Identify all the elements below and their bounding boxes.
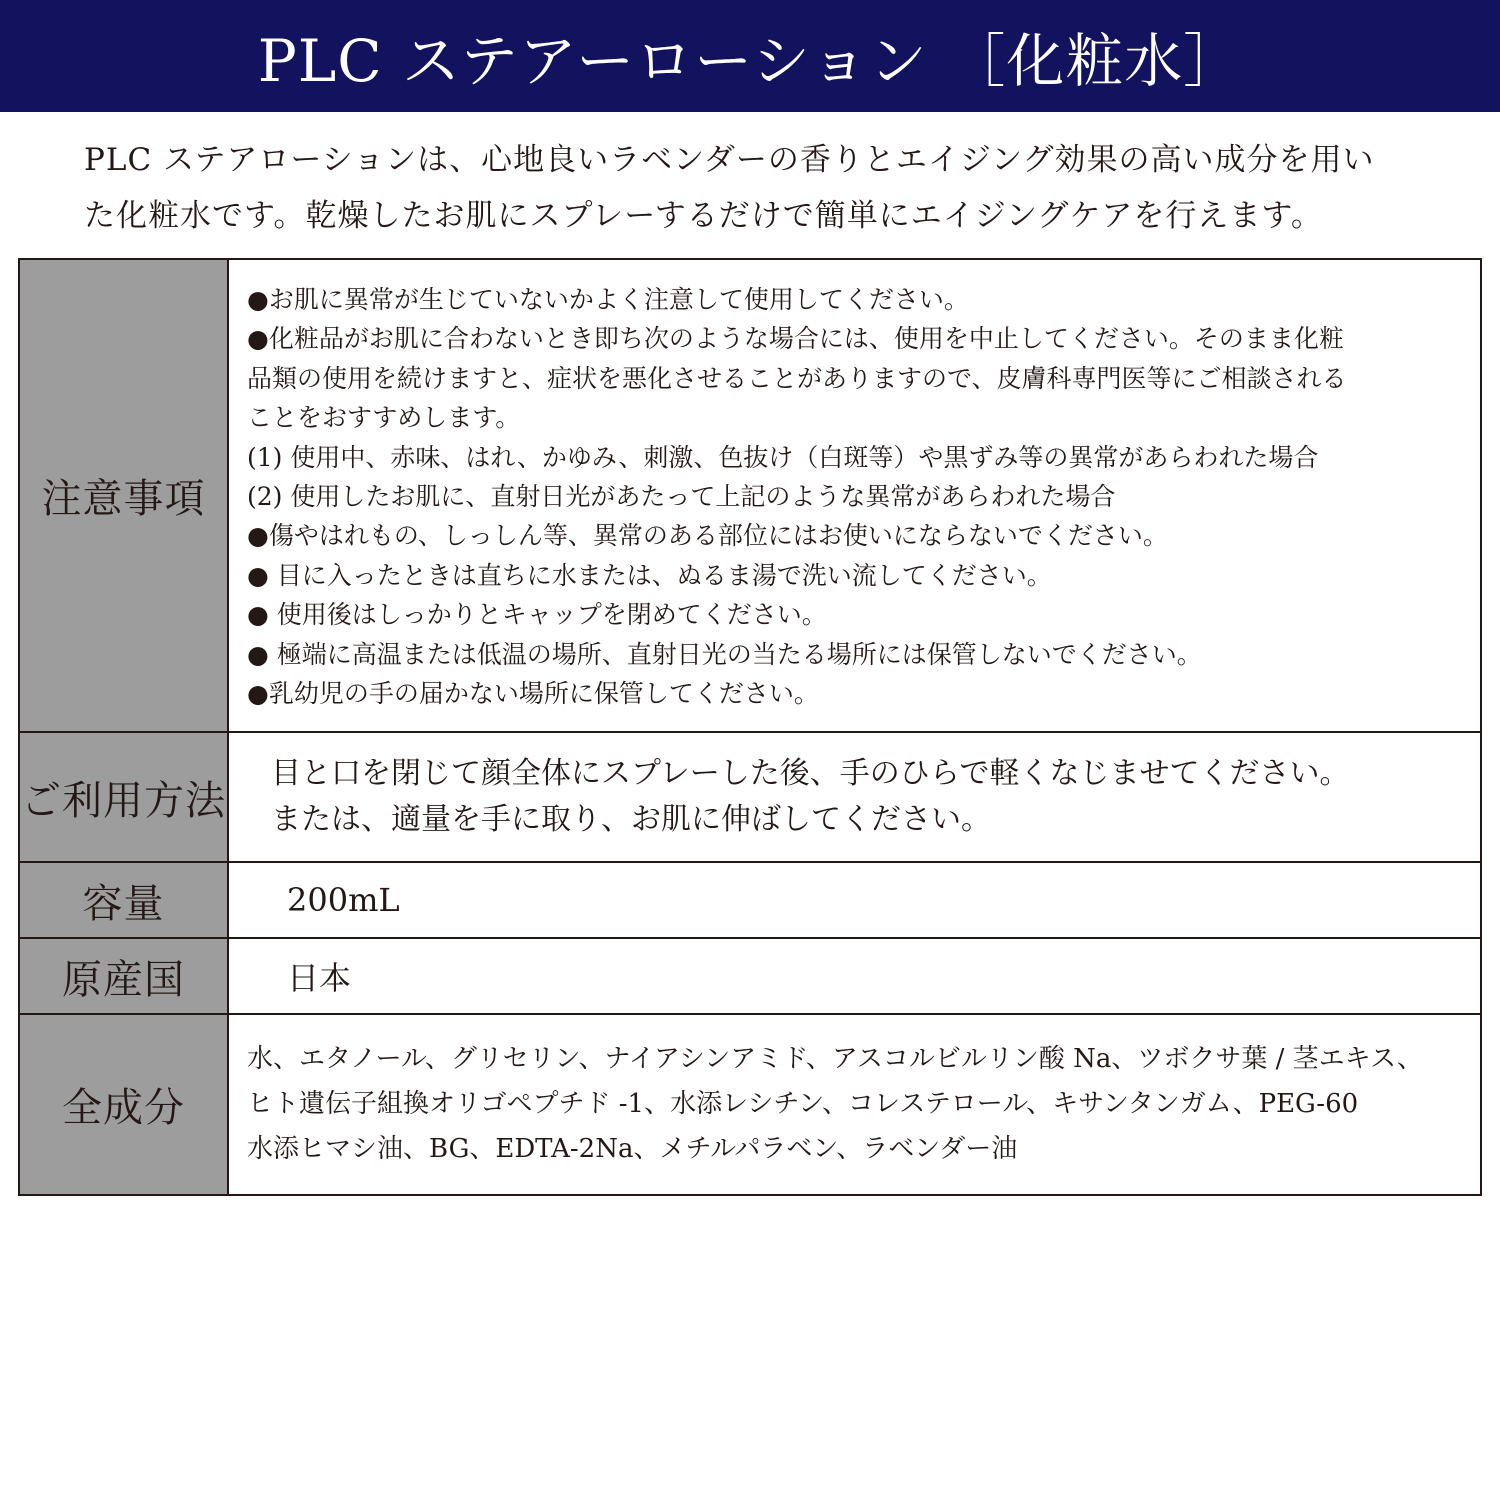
row-cautions [19,259,1481,732]
ingredient-line: 水、エタノール、グリセリン、ナイアシンアミド、アスコルビルリン酸 Na、ツボクサ葉 / 茎エキス、 [247,1044,1423,1075]
ingredient-line: 水添ヒマシ油、BG、EDTA-2Na、メチルパラベン、ラベンダー油 [247,1134,1018,1165]
usage-line: 目と口を閉じて顔全体にスプレーした後、手のひらで軽くなじませてください。 [271,756,1350,792]
caution-line: ●乳幼児の手の届かない場所に保管してください。 [247,679,819,709]
ingredients-content [228,1014,1481,1195]
caution-line: ことをおすすめします。 [247,403,521,433]
caution-line: 品類の使用を続けますと、症状を悪化させることがありますので、皮膚科専門医等にご相談される [247,363,1347,393]
row-ingredients [19,1014,1481,1195]
caution-line: ● 目に入ったときは直ちに水または、ぬるま湯で洗い流してください。 [247,560,1052,590]
caution-line: (2) 使用したお肌に、直射日光があたって上記のような異常があらわれた場合 [247,482,1116,512]
intro-line: PLC ステアローションは、心地良いラベンダーの香りとエイジング効果の高い成分を用い [84,142,1375,178]
cautions-content [228,259,1481,732]
ingredient-line: ヒト遺伝子組換オリゴペプチド -1、水添レシチン、コレステロール、キサンタンガム、PEG-60 [247,1089,1359,1120]
row-origin [19,938,1481,1014]
title-banner [0,0,1500,112]
row-label-origin: 原産国 [19,938,228,1014]
volume-content [228,862,1481,938]
intro-line: た化粧水です。乾燥したお肌にスプレーするだけで簡単にエイジングケアを行えます。 [84,198,1323,234]
caution-line: (1) 使用中、赤味、はれ、かゆみ、刺激、色抜け（白斑等）や黒ずみ等の異常があらわれた場合 [247,442,1319,472]
page-title: PLC ステアーローション ［化粧水］ [257,27,1243,95]
row-label-volume: 容量 [19,862,228,938]
caution-line: ●お肌に異常が生じていないかよく注意して使用してください。 [247,285,969,314]
intro-paragraph [84,132,1464,244]
product-spec-table [18,258,1482,1196]
usage-line: または、適量を手に取り、お肌に伸ばしてください。 [271,802,991,838]
usage-content [228,732,1481,862]
caution-line: ● 使用後はしっかりとキャップを閉めてください。 [247,600,827,630]
origin-value: 日本 [287,959,352,998]
row-label-usage: ご利用方法 [19,732,228,862]
origin-content [228,938,1481,1014]
caution-line: ● 極端に高温または低温の場所、直射日光の当たる場所には保管しないでください。 [247,639,1202,669]
caution-line: ●化粧品がお肌に合わないとき即ち次のような場合には、使用を中止してください。そのまま化粧 [247,324,1344,354]
row-volume [19,862,1481,938]
row-label-ingredients: 全成分 [19,1014,228,1195]
volume-value: 200mL [287,881,400,920]
row-usage [19,732,1481,862]
caution-line: ●傷やはれもの、しっしん等、異常のある部位にはお使いにならないでください。 [247,521,1168,551]
row-label-cautions: 注意事項 [19,259,228,732]
